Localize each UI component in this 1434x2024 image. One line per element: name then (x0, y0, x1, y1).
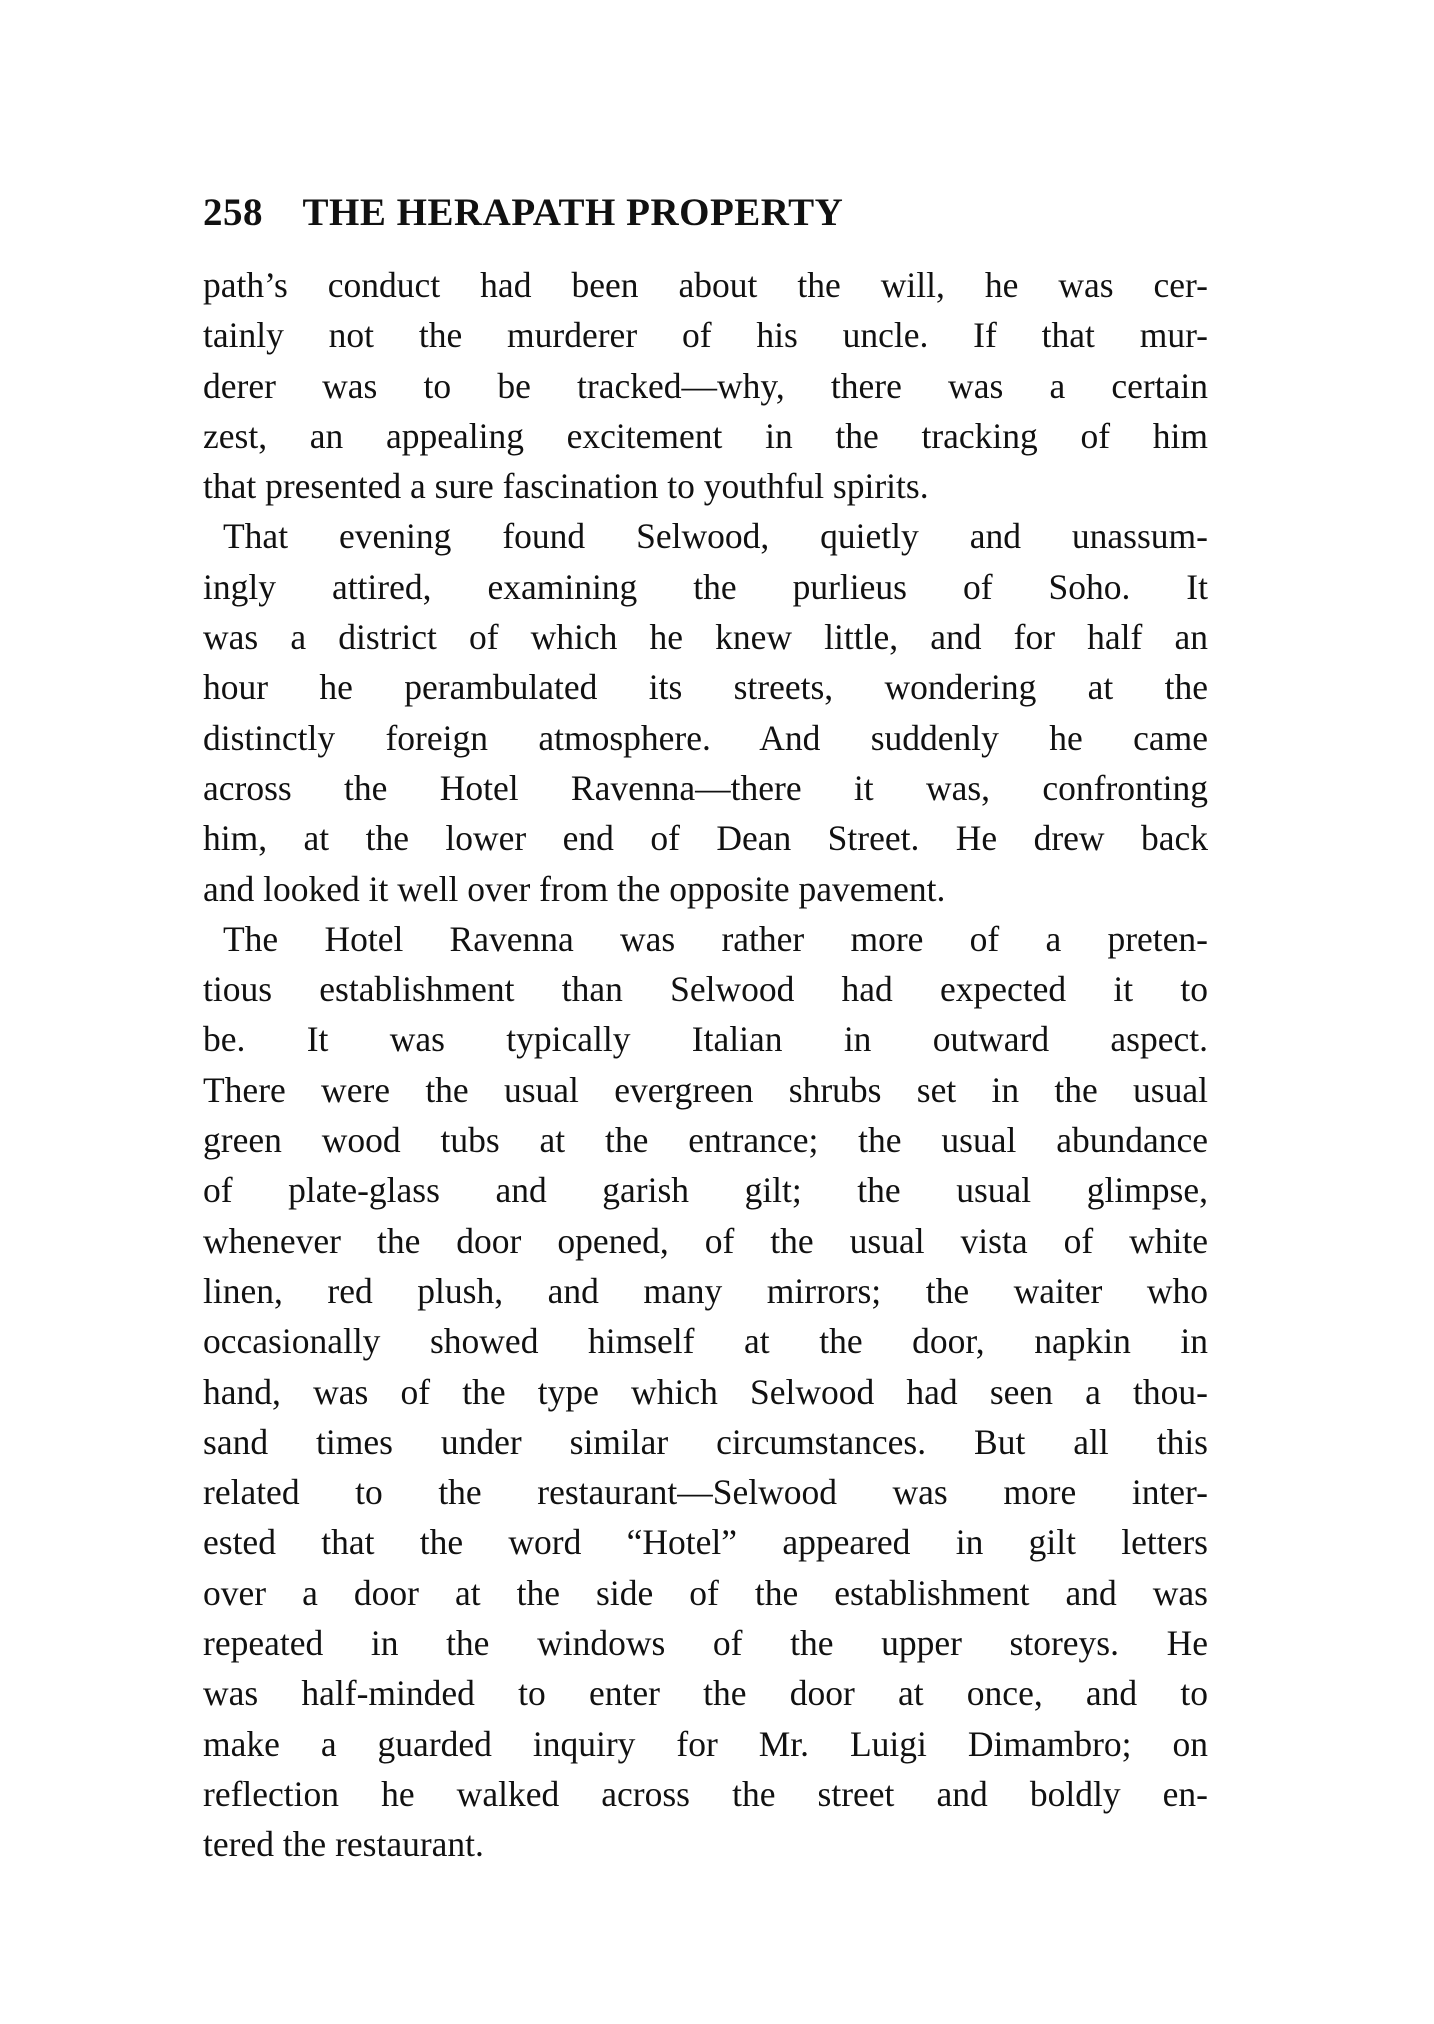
text-line-content: repeated in the windows of the upper storeys. He (203, 1623, 1208, 1664)
text-line (203, 1568, 1208, 1618)
text-line-content: him, at the lower end of Dean Street. He drew back (203, 818, 1208, 859)
text-line (203, 1618, 1208, 1668)
text-line-content: that presented a sure fascination to youthful spirits. (203, 466, 929, 507)
text-line-content: hour he perambulated its streets, wondering at the (203, 667, 1208, 708)
text-line (203, 1115, 1208, 1165)
text-line-content: be. It was typically Italian in outward aspect. (203, 1019, 1208, 1060)
text-line-content: That evening found Selwood, quietly and unassum- (223, 516, 1208, 557)
text-line (203, 1065, 1208, 1115)
running-header (203, 190, 1213, 235)
text-line-content: over a door at the side of the establishment and was (203, 1572, 1208, 1613)
text-line-content: and looked it well over from the opposite pavement. (203, 868, 946, 909)
text-line (203, 1517, 1208, 1567)
text-line (203, 1819, 1208, 1869)
text-line (203, 310, 1208, 360)
text-line-content: The Hotel Ravenna was rather more of a preten- (223, 918, 1208, 959)
text-line (203, 612, 1208, 662)
text-line-content: There were the usual evergreen shrubs set in the usual (203, 1069, 1208, 1110)
text-line-content: ested that the word “Hotel” appeared in gilt letters (203, 1522, 1208, 1563)
text-line (203, 411, 1208, 461)
text-line-content: path’s conduct had been about the will, he was cer- (203, 265, 1208, 305)
text-line-content: sand times under similar circumstances. But all this (203, 1421, 1208, 1462)
text-line-content: of plate-glass and garish gilt; the usual glimpse, (203, 1170, 1208, 1211)
text-line-content: across the Hotel Ravenna—there it was, confronting (203, 767, 1208, 808)
page-body-text (203, 260, 1208, 1870)
text-line (203, 713, 1208, 763)
text-line (203, 1216, 1208, 1266)
text-line (203, 763, 1208, 813)
text-line-content: make a guarded inquiry for Mr. Luigi Dimambro; on (203, 1723, 1208, 1764)
text-line-content: tainly not the murderer of his uncle. If that mur- (203, 315, 1208, 356)
text-line-content: occasionally showed himself at the door, napkin in (203, 1321, 1208, 1362)
text-line-content: hand, was of the type which Selwood had seen a thou- (203, 1371, 1208, 1412)
text-line (203, 1719, 1208, 1769)
text-line-content: tious establishment than Selwood had expected it to (203, 969, 1208, 1010)
text-line (203, 964, 1208, 1014)
text-line (203, 813, 1208, 863)
running-title: THE HERAPATH PROPERTY (302, 191, 844, 234)
text-line-content: derer was to be tracked—why, there was a certain (203, 365, 1208, 406)
text-line-content: was half-minded to enter the door at once, and to (203, 1673, 1208, 1714)
text-line (203, 1769, 1208, 1819)
text-line-content: distinctly foreign atmosphere. And suddenly he came (203, 717, 1208, 758)
text-line-content: tered the restaurant. (203, 1824, 484, 1865)
text-line-content: was a district of which he knew little, and for half an (203, 617, 1208, 658)
text-line (203, 511, 1208, 561)
text-line-content: green wood tubs at the entrance; the usual abundance (203, 1120, 1208, 1161)
text-line (203, 1266, 1208, 1316)
text-line (203, 914, 1208, 964)
text-line (203, 662, 1208, 712)
text-line (203, 1014, 1208, 1064)
text-line-content: related to the restaurant—Selwood was more inter- (203, 1472, 1208, 1513)
text-line (203, 461, 1208, 511)
text-line (203, 1668, 1208, 1718)
text-line (203, 864, 1208, 914)
text-line-content: ingly attired, examining the purlieus of Soho. It (203, 566, 1208, 607)
text-line (203, 1316, 1208, 1366)
text-line (203, 1165, 1208, 1215)
text-line (203, 562, 1208, 612)
page-number: 258 (203, 191, 263, 234)
text-line (203, 1467, 1208, 1517)
text-line (203, 260, 1208, 310)
text-line-content: whenever the door opened, of the usual vista of white (203, 1220, 1208, 1261)
text-line-content: linen, red plush, and many mirrors; the waiter who (203, 1270, 1208, 1311)
text-line (203, 1417, 1208, 1467)
text-line (203, 1367, 1208, 1417)
text-line-content: zest, an appealing excitement in the tracking of him (203, 415, 1208, 456)
text-line (203, 361, 1208, 411)
text-line-content: reflection he walked across the street and boldly en- (203, 1773, 1208, 1814)
